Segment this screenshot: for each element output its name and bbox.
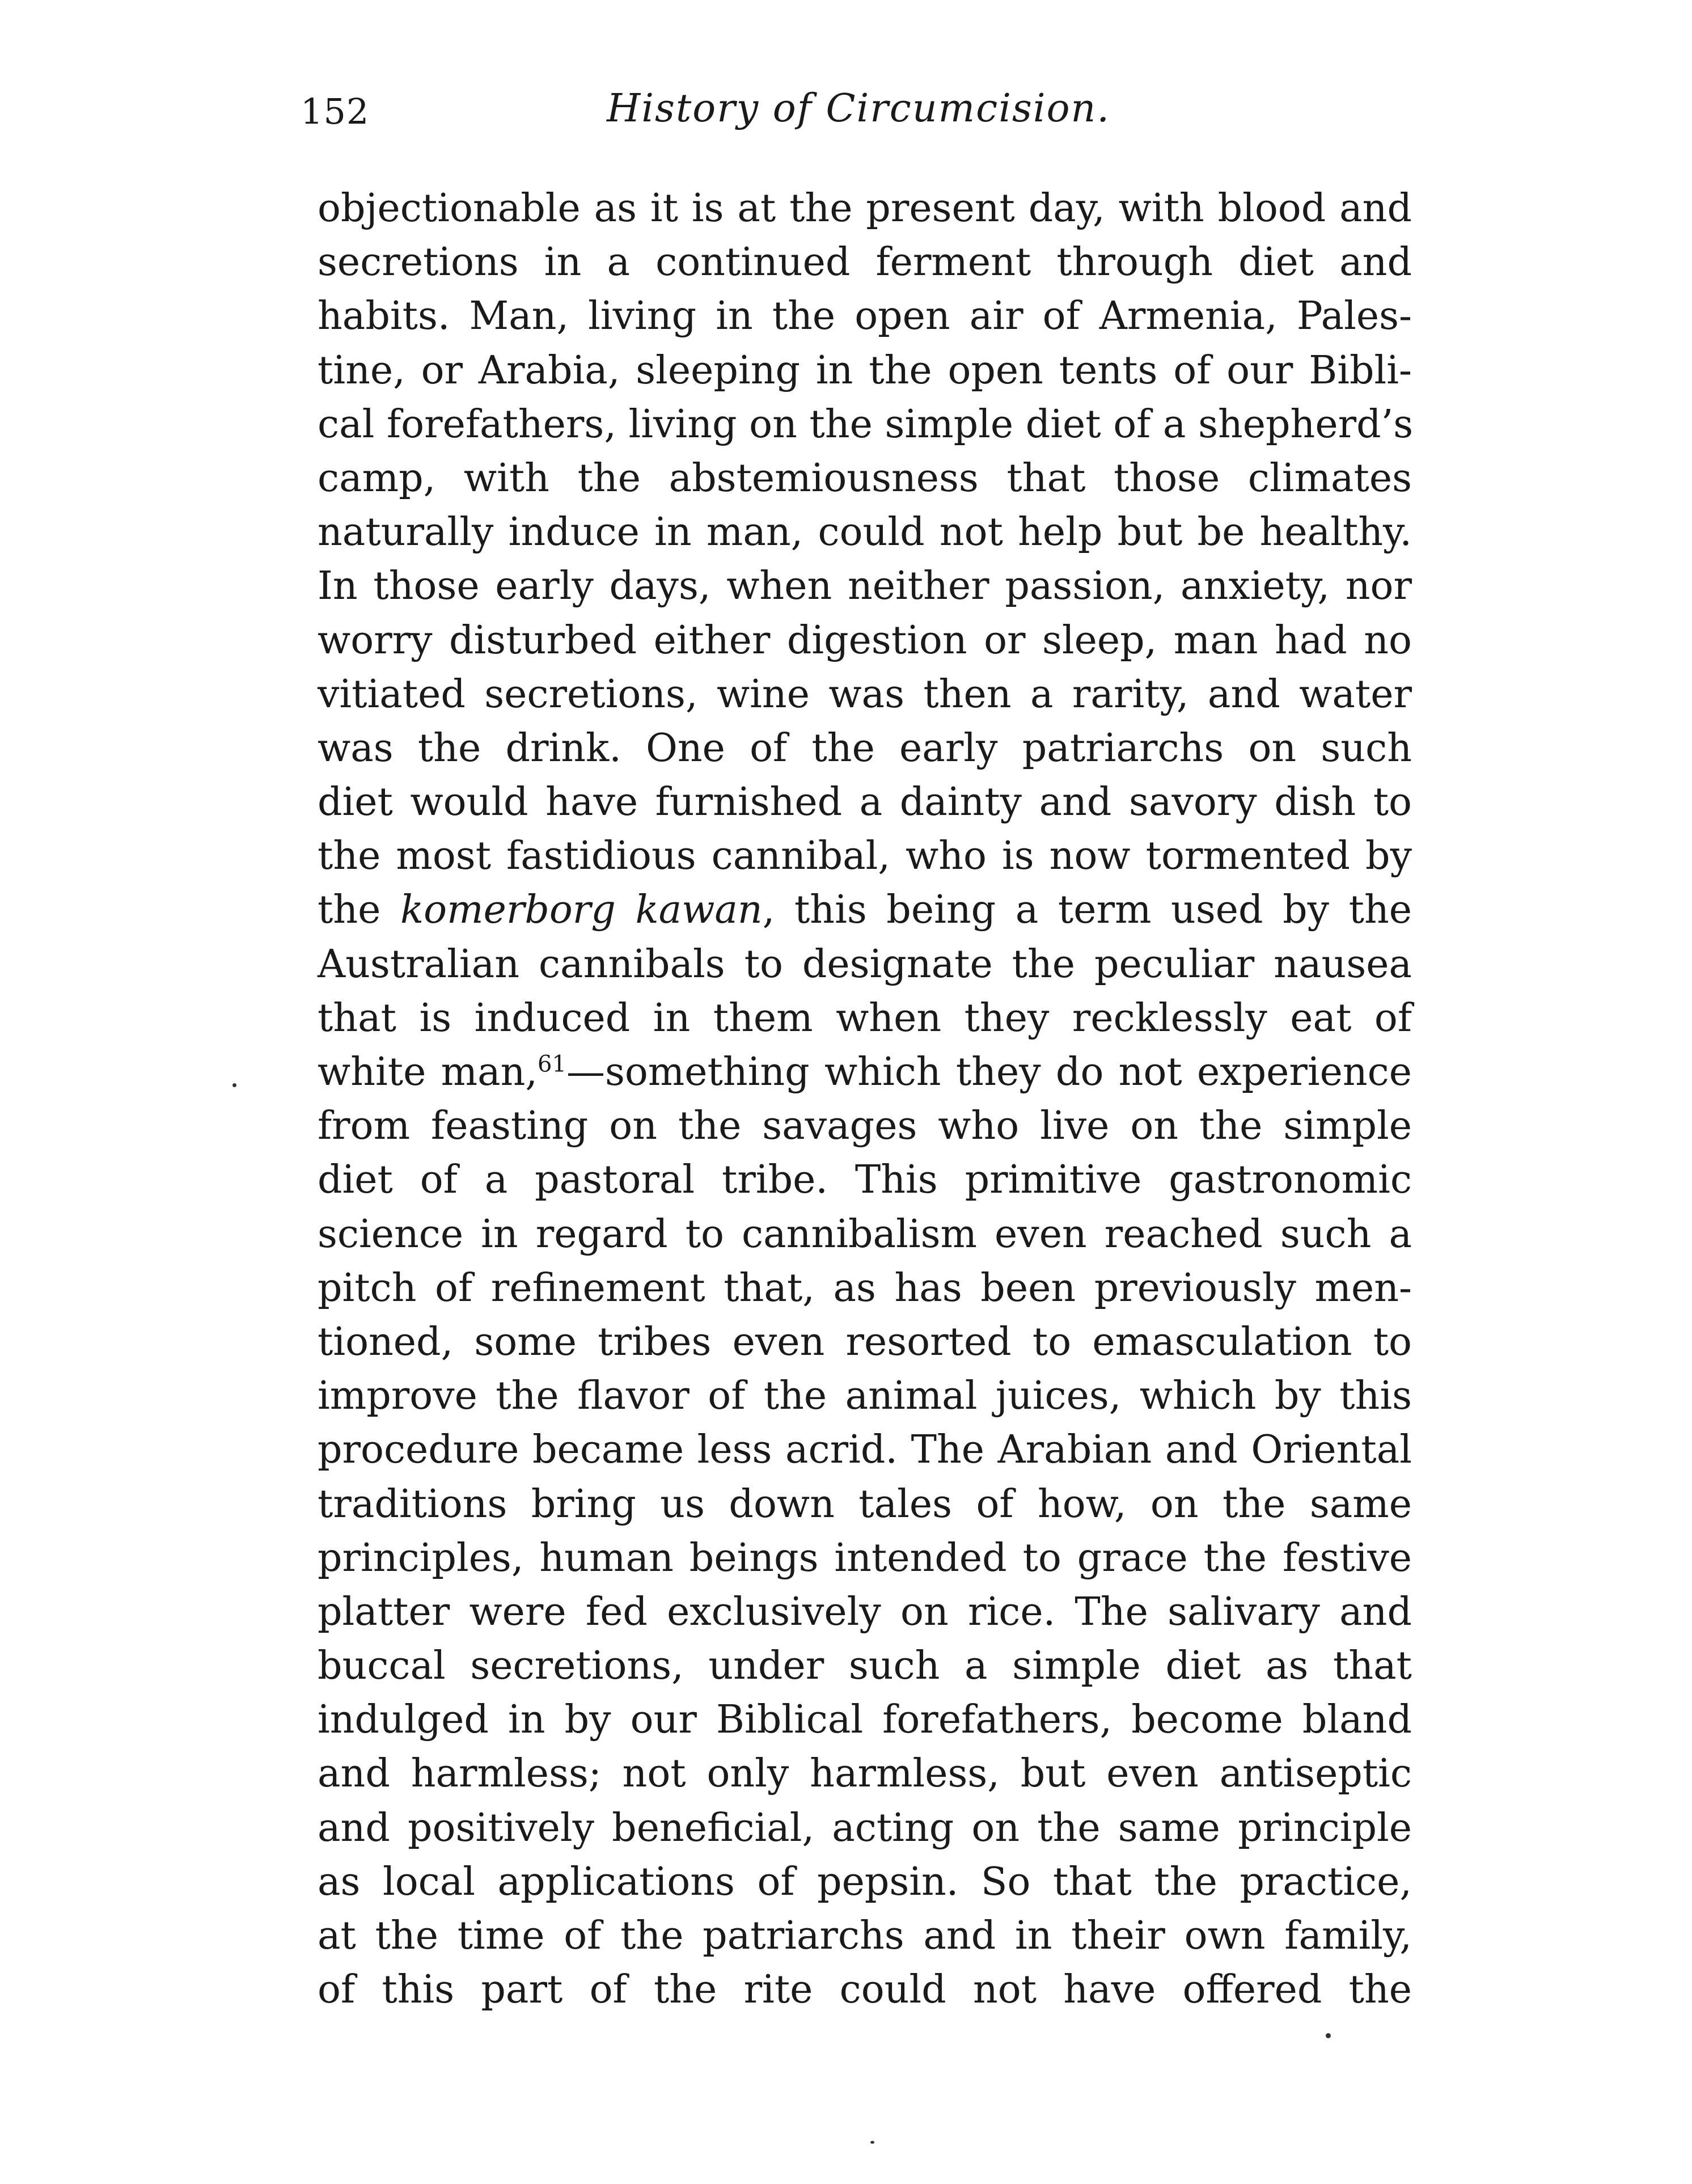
scan-speck <box>870 2141 874 2144</box>
text-line: from feasting on the savages who live on the simple <box>318 1104 1412 1149</box>
line-suffix: —something which they do not experience <box>566 1050 1412 1095</box>
line-prefix: white man, <box>318 1050 538 1095</box>
text-line: tine, or Arabia, sleeping in the open tents of our Bibli- <box>318 348 1412 393</box>
body-text <box>318 181 1412 2017</box>
scan-speck <box>232 1083 236 1087</box>
text-line: procedure became less acrid. The Arabian and Oriental <box>318 1427 1412 1473</box>
page-number: 152 <box>301 91 370 132</box>
text-line: improve the flavor of the animal juices, which by this <box>318 1374 1412 1419</box>
scan-speck <box>1326 2033 1331 2038</box>
text-line: vitiated secretions, wine was then a rarity, and water <box>318 671 1412 717</box>
text-line: platter were fed exclusively on rice. The salivary and <box>318 1589 1412 1634</box>
text-line: at the time of the patriarchs and in their own family, <box>318 1913 1412 1958</box>
text-line: of this part of the rite could not have offered the <box>318 1967 1412 2013</box>
italic-term: komerborg kawan <box>400 888 763 933</box>
text-line: and positively beneficial, acting on the same principle <box>318 1805 1412 1851</box>
text-line: Australian cannibals to designate the peculiar nausea <box>318 941 1412 987</box>
text-line: that is induced in them when they recklessly eat of <box>318 995 1412 1041</box>
line-suffix: , this being a term used by the <box>762 888 1412 933</box>
line-prefix: the <box>318 888 400 933</box>
text-line: diet would have furnished a dainty and savory dish to <box>318 780 1412 825</box>
text-line: science in regard to cannibalism even reached such a <box>318 1211 1412 1257</box>
text-line: indulged in by our Biblical forefathers, become bland <box>318 1697 1412 1743</box>
text-line: naturally induce in man, could not help but be healthy. <box>318 510 1412 555</box>
footnote-marker: 61 <box>538 1051 566 1078</box>
text-line: secretions in a continued ferment through diet and <box>318 240 1412 285</box>
text-line: tioned, some tribes even resorted to emasculation to <box>318 1319 1412 1365</box>
text-line: as local applications of pepsin. So that the practice, <box>318 1859 1412 1904</box>
text-line: camp, with the abstemiousness that those climates <box>318 455 1412 501</box>
text-line: cal forefathers, living on the simple diet of a shepherd’s <box>318 402 1414 447</box>
text-line: the most fastidious cannibal, who is now tormented by <box>318 834 1412 879</box>
text-line: In those early days, when neither passion, anxiety, nor <box>318 564 1412 609</box>
text-line: was the drink. One of the early patriarchs on such <box>318 725 1412 771</box>
text-line: worry disturbed either digestion or sleep, man had no <box>318 618 1412 663</box>
text-line <box>318 883 1412 937</box>
text-line <box>318 1045 1412 1099</box>
text-line: habits. Man, living in the open air of Armenia, Pales- <box>318 294 1412 339</box>
page-header <box>301 79 1412 142</box>
text-line: buccal secretions, under such a simple diet as that <box>318 1644 1412 1689</box>
running-title: History of Circumcision. <box>607 86 1110 131</box>
text-line: and harmless; not only harmless, but even antiseptic <box>318 1751 1412 1797</box>
text-line: traditions bring us down tales of how, on the same <box>318 1481 1412 1527</box>
text-line: diet of a pastoral tribe. This primitive gastronomic <box>318 1158 1412 1203</box>
text-line: objectionable as it is at the present day, with blood and <box>318 186 1412 231</box>
text-line: principles, human beings intended to grace the festive <box>318 1535 1412 1581</box>
text-line: pitch of refinement that, as has been previously men- <box>318 1265 1412 1311</box>
